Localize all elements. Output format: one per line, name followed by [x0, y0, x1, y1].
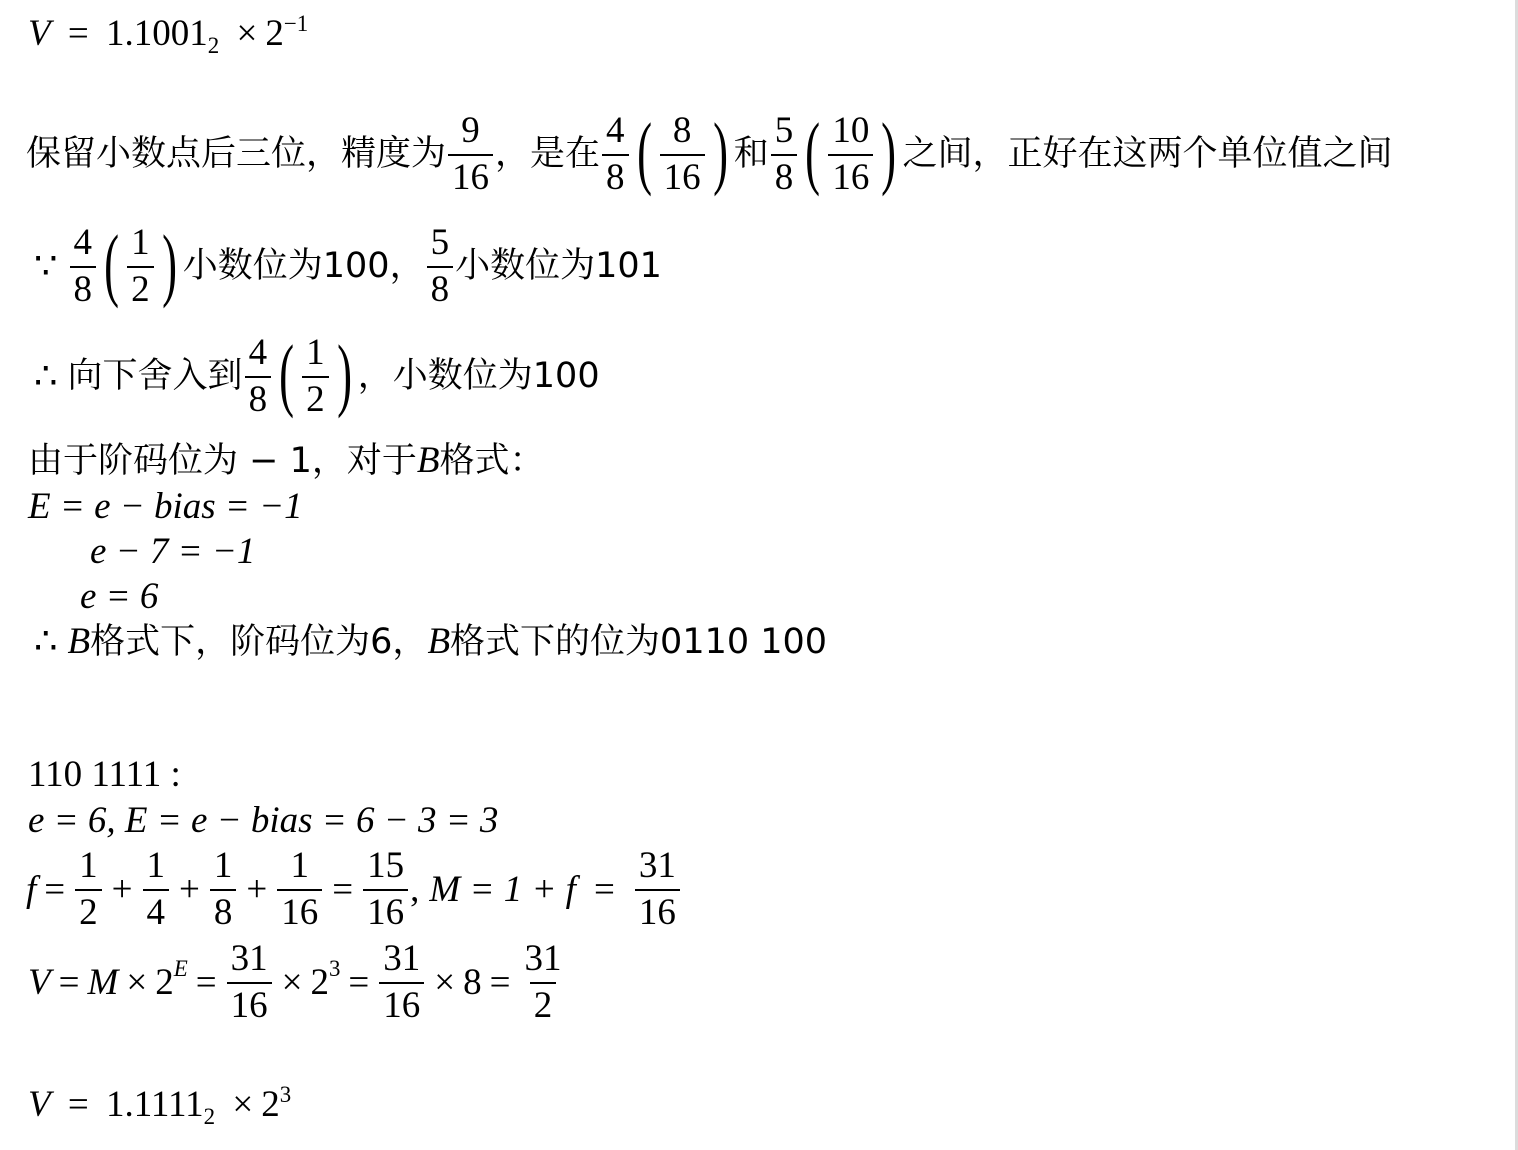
therefore-round-line: ∴ 向下舍入到 $\frac{4}{8}$ ( $\frac{1}{2}$ ) ，小数位为100 — [34, 327, 600, 420]
fraction: $\frac{1}{2}$ — [302, 334, 329, 420]
fraction: $\frac{5}{8}$ — [771, 112, 798, 198]
fraction: $\frac{4}{8}$ — [602, 112, 629, 198]
fraction: $\frac{1}{2}$ — [127, 224, 154, 310]
fraction: $\frac{10}{16}$ — [828, 112, 873, 198]
because-line: ∵ $\frac{4}{8}$ ( $\frac{1}{2}$ ) 小数位为100， $\frac{5}{8}$ 小数位为101 — [34, 217, 662, 310]
precision-explanation: 保留小数点后三位，精度为 $\frac{9}{16}$ ，是在 $\frac{4}{8}$ ( $\frac{8}{16}$ ) 和 $\frac{5}{8}$ ( $\frac{10}{16}$ ) 之间，正好在这两个单位值之间 — [26, 105, 1393, 198]
mantissa: 1.1001 — [105, 13, 208, 54]
eq-fraction-sum: f = $\frac{1}{2}$ + $\frac{1}{4}$ + $\frac{1}{8}$ + $\frac{1}{16}$ = $\frac{15}{16}$ , M = 1 + f = $\frac{31}{16}$ — [26, 847, 682, 933]
eq-e-6: e = 6 — [80, 576, 159, 617]
fraction: $\frac{5}{8}$ — [427, 224, 454, 310]
eq-bias: E = e − bias = −1 — [28, 486, 303, 527]
bits-heading: 110 1111 : — [28, 754, 181, 795]
b-format-result: ∴ B格式下，阶码位为6，B格式下的位为0110 100 — [34, 621, 828, 662]
eq-v-binary-2: $V = 1.1111_2 \times 2^3$ — [28, 1082, 292, 1130]
eq-value: V = M × 2 E = $\frac{31}{16}$ × 2 3 = $\frac{31}{16}$ × 8 = $\frac{31}{2}$ — [28, 938, 562, 1026]
therefore-symbol: ∴ — [34, 356, 58, 398]
fraction: $\frac{4}{8}$ — [70, 224, 97, 310]
exponent: −1 — [283, 11, 309, 37]
eq-v-binary-1: $V = 1.1001_2 \times 2^{-1}$ — [28, 11, 309, 59]
var-v: V — [28, 13, 51, 54]
eq-exponent: e = 6, E = e − bias = 6 − 3 = 3 — [28, 800, 499, 841]
fraction: $\frac{8}{16}$ — [660, 112, 705, 198]
because-symbol: ∵ — [34, 246, 58, 288]
exponent-intro: 由于阶码位为 − 1，对于B格式： — [28, 440, 545, 481]
eq-e-minus-7: e − 7 = −1 — [90, 531, 256, 572]
fraction: $\frac{4}{8}$ — [245, 334, 272, 420]
fraction: $\frac{9}{16}$ — [448, 112, 493, 198]
